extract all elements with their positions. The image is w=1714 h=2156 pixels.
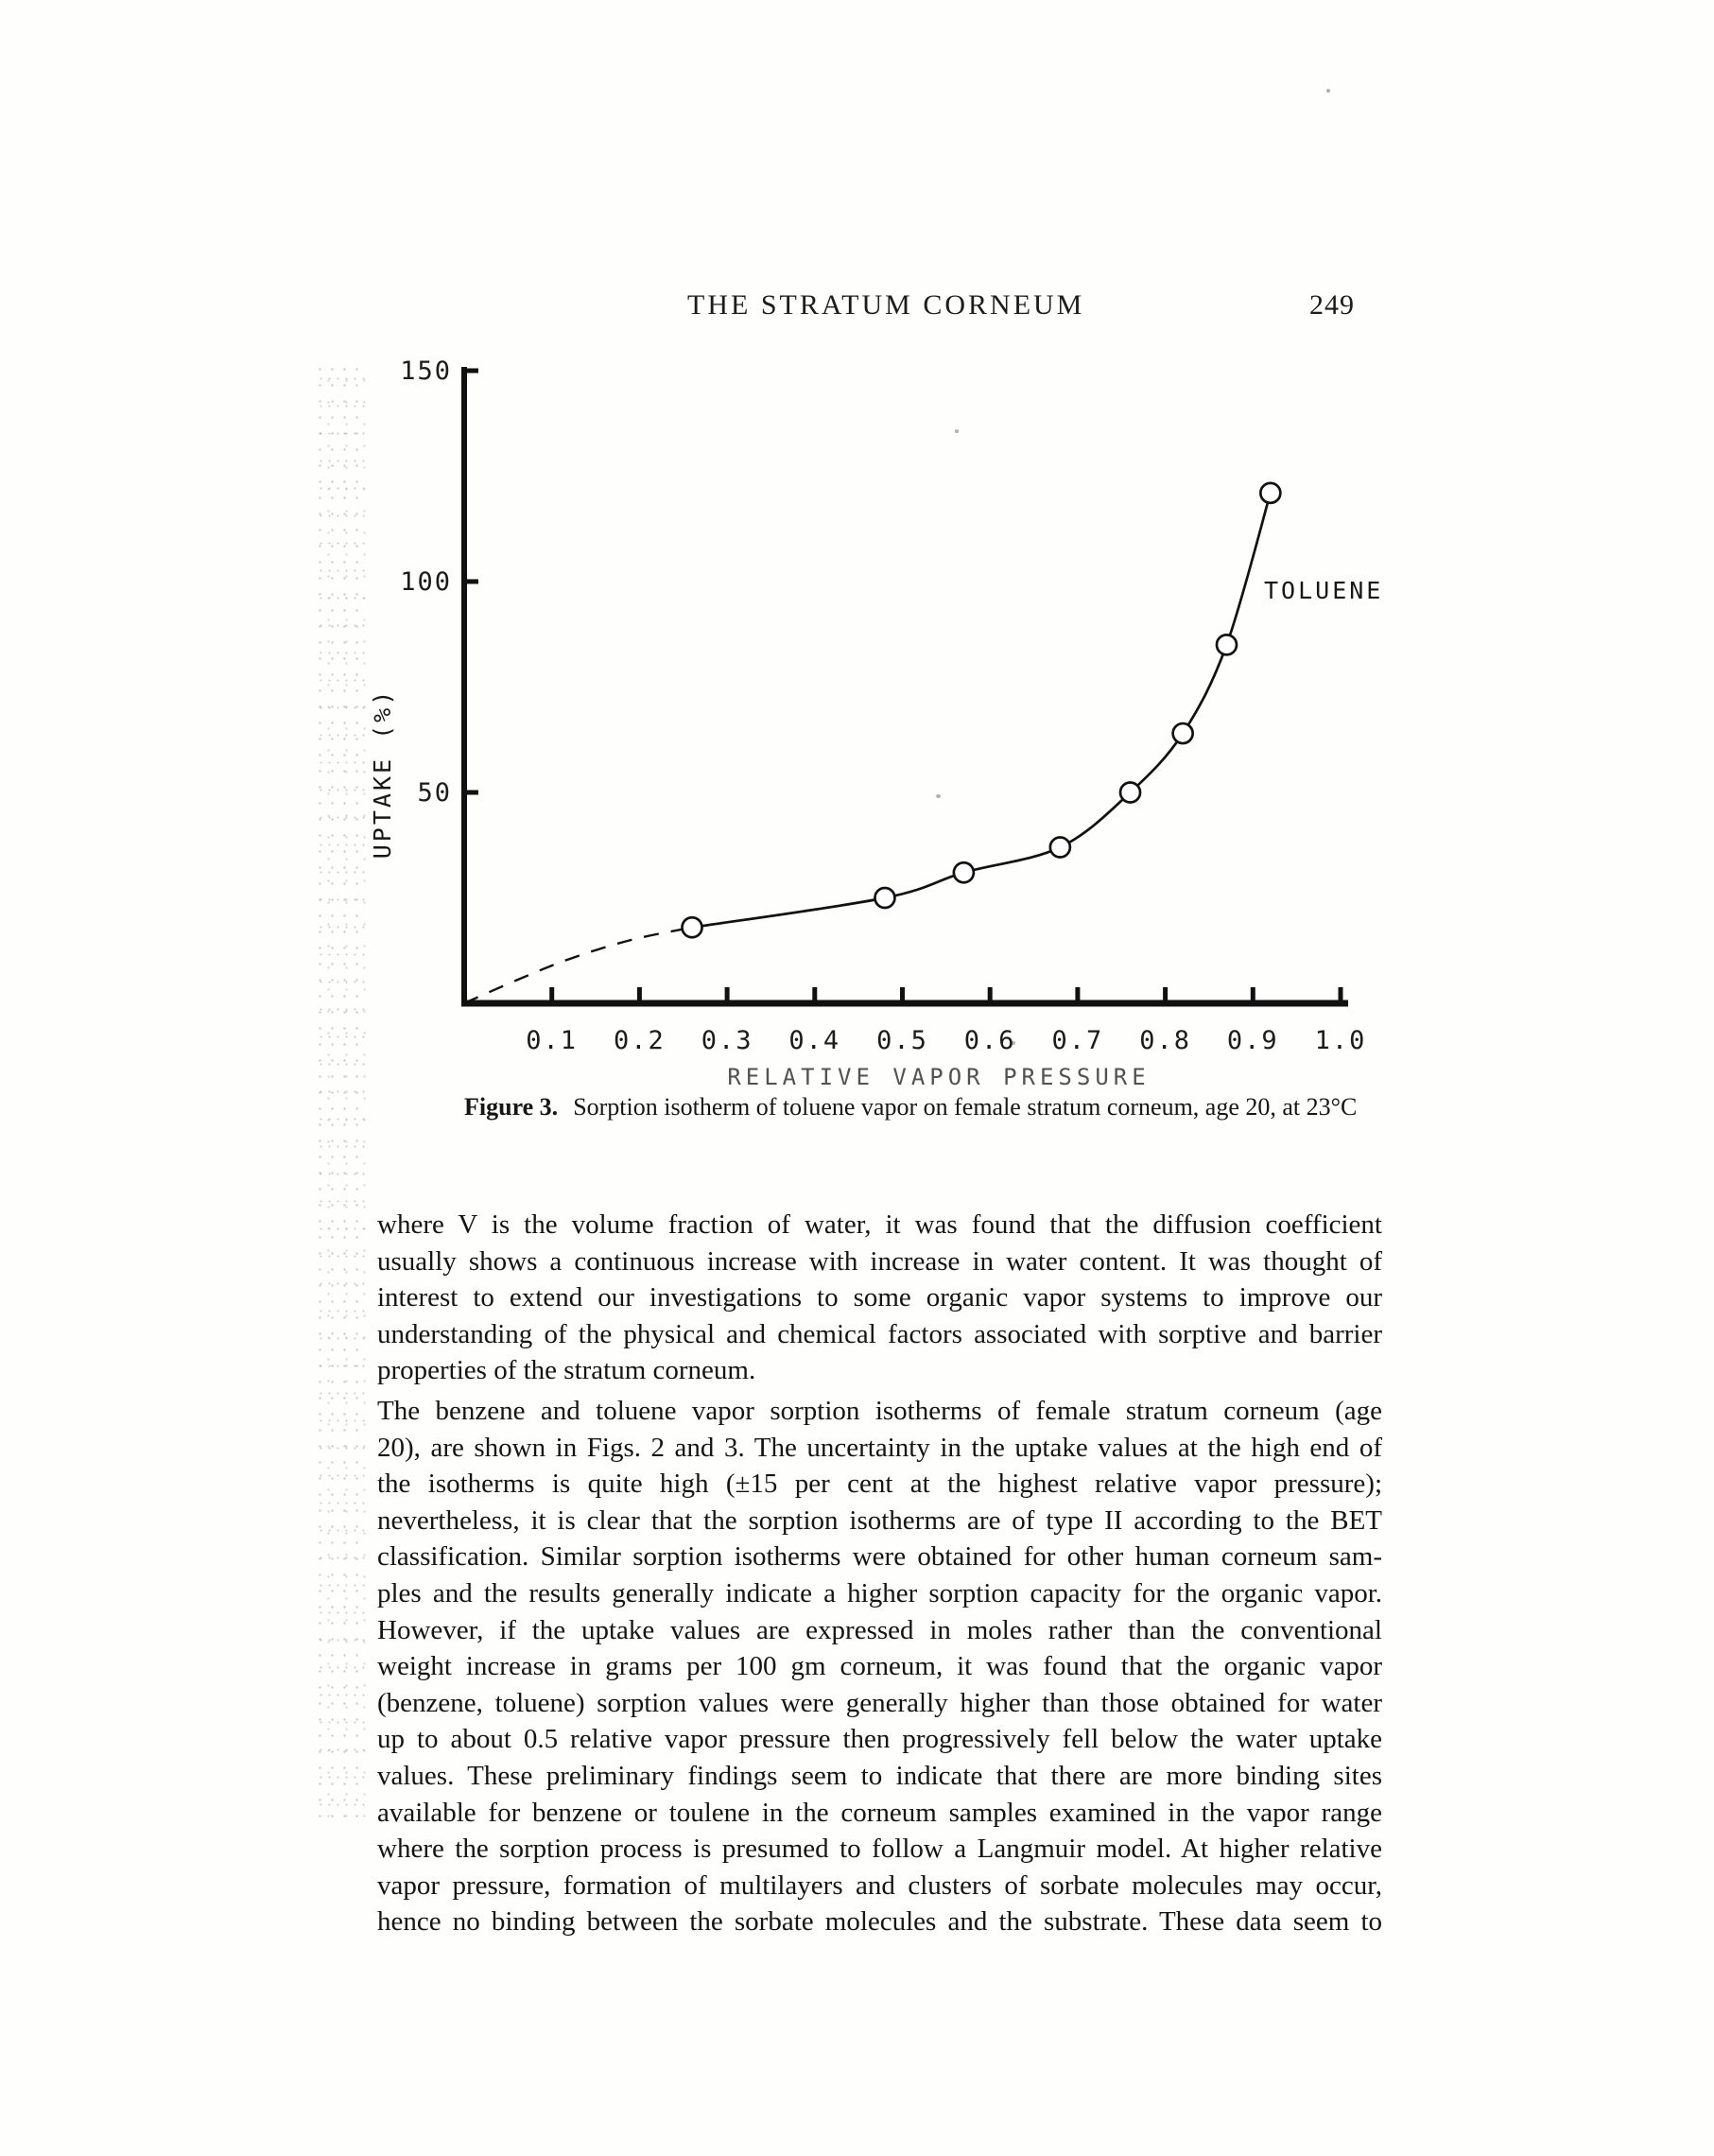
x-axis-title: RELATIVE VAPOR PRESSURE	[727, 1064, 1151, 1090]
y-axis-title: UPTAKE (%)	[369, 687, 396, 860]
text-line: interest to extend our investigations to some organic vapor systems to improve our	[377, 1282, 1382, 1313]
body-text	[377, 1207, 1382, 1944]
data-point-marker	[1217, 635, 1237, 654]
text-line: hence no binding between the sorbate molecules and the substrate. These data seem to	[377, 1906, 1382, 1938]
x-tick-label: 0.2	[614, 1026, 666, 1055]
text-line: where the sorption process is presumed to follow a Langmuir model. At higher relative	[377, 1834, 1382, 1865]
text-line: properties of the stratum corneum.	[377, 1355, 756, 1386]
text-line: available for benzene or toulene in the corneum samples examined in the vapor range	[377, 1797, 1382, 1828]
page-number: 249	[1309, 289, 1355, 321]
x-tick-label: 1.0	[1314, 1026, 1367, 1055]
x-tick-label: 0.8	[1139, 1026, 1191, 1055]
paragraph-2	[377, 1393, 1382, 1940]
y-tick-label: 50	[417, 778, 452, 808]
text-line: weight increase in grams per 100 gm corneum, it was found that the organic vapor	[377, 1651, 1382, 1682]
text-line: 20), are shown in Figs. 2 and 3. The uncertainty in the uptake values at the high end of	[377, 1432, 1382, 1463]
x-tick-label: 0.7	[1051, 1026, 1104, 1055]
data-point-marker	[1260, 483, 1280, 503]
x-tick-label: 0.6	[963, 1026, 1016, 1055]
figure-caption-text: Sorption isotherm of toluene vapor on female stratum corneum, age 20, at 23°C	[573, 1093, 1358, 1121]
text-line: classification. Similar sorption isotherms were obtained for other human corneum sam-	[377, 1541, 1382, 1573]
text-line: understanding of the physical and chemical factors associated with sorptive and barrier	[377, 1318, 1382, 1349]
x-tick-label: 0.4	[788, 1026, 841, 1055]
text-line: vapor pressure, formation of multilayers and clusters of sorbate molecules may occur,	[377, 1869, 1382, 1901]
y-tick-label: 150	[400, 356, 452, 386]
text-line: up to about 0.5 relative vapor pressure then progressively fell below the water uptake	[377, 1724, 1382, 1755]
text-line: the isotherms is quite high (±15 per cent at the highest relative vapor pressure);	[377, 1469, 1382, 1500]
figure-caption	[464, 1093, 1358, 1121]
x-tick-label: 0.5	[876, 1026, 928, 1055]
y-tick-label: 100	[400, 567, 452, 597]
data-point-marker	[1120, 783, 1140, 803]
figure-caption-label: Figure 3.	[464, 1093, 559, 1121]
text-line: where V is the volume fraction of water, it was found that the diffusion coefficient	[377, 1209, 1382, 1240]
paragraph-1	[377, 1207, 1382, 1389]
x-tick-label: 0.9	[1226, 1026, 1279, 1055]
dashed-curve-segment	[464, 928, 692, 1003]
text-line: (benzene, toluene) sorption values were generally higher than those obtained for water	[377, 1687, 1382, 1718]
data-point-marker	[874, 888, 894, 908]
text-line: values. These preliminary findings seem to indicate that there are more binding sites	[377, 1760, 1382, 1791]
data-point-marker	[683, 917, 702, 937]
text-line: usually shows a continuous increase with increase in water content. It was thought of	[377, 1245, 1382, 1277]
x-tick-label: 0.1	[526, 1026, 579, 1055]
running-head-title: THE STRATUM CORNEUM	[687, 289, 1085, 321]
isotherm-curve	[692, 493, 1271, 927]
text-line: nevertheless, it is clear that the sorption isotherms are of type II according to the BET	[377, 1504, 1382, 1536]
data-point-marker	[954, 862, 974, 882]
series-label: TOLUENE	[1264, 577, 1384, 604]
x-tick-label: 0.3	[701, 1026, 753, 1055]
text-line: ples and the results generally indicate a higher sorption capacity for the organic vapor.	[377, 1577, 1382, 1608]
data-point-marker	[1050, 837, 1070, 857]
data-point-marker	[1173, 723, 1193, 743]
text-line: However, if the uptake values are expressed in moles rather than the conventional	[377, 1614, 1382, 1645]
text-line: The benzene and toluene vapor sorption isotherms of female stratum corneum (age	[377, 1395, 1382, 1426]
